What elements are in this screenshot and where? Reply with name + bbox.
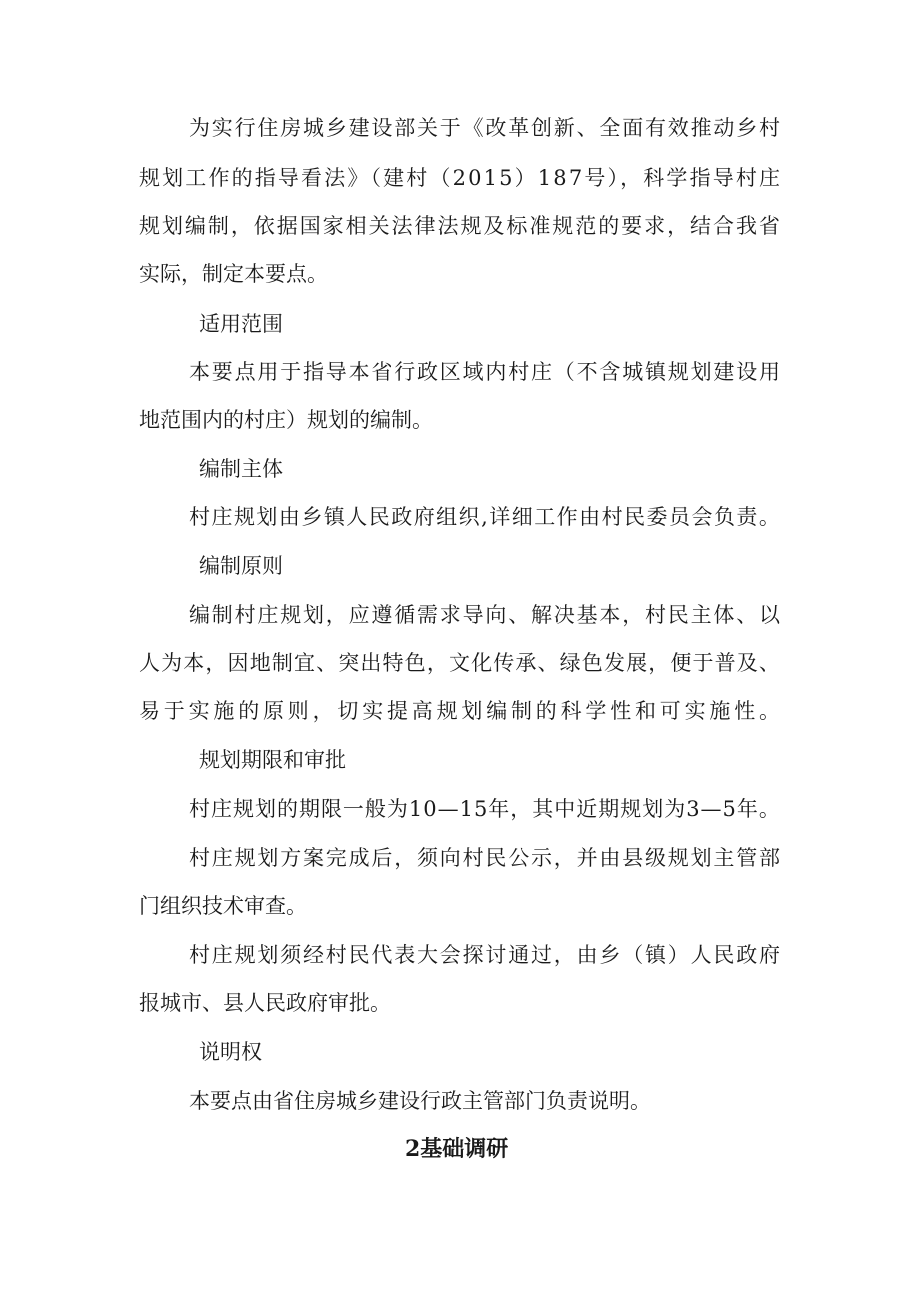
heading-subject: 编制主体 xyxy=(199,457,283,481)
principles-line-3: 易于实施的原则，切实提高规划编制的科学性和可实施性。 xyxy=(139,699,784,723)
principles-line-2: 人为本，因地制宜、突出特色，文化传承、绿色发展，便于普及、 xyxy=(139,651,782,675)
intro-line-3: 规划编制，依据国家相关法律法规及标准规范的要求，结合我省 xyxy=(139,214,782,238)
intro-line-2: 规划工作的指导看法》（建村（2015）187号），科学指导村庄 xyxy=(139,166,783,190)
period-p3-line-1: 村庄规划须经村民代表大会探讨通过，由乡（镇）人民政府 xyxy=(189,943,782,967)
heading-interpretation: 说明权 xyxy=(199,1040,262,1064)
heading-period: 规划期限和审批 xyxy=(199,748,346,772)
principles-line-1: 编制村庄规划，应遵循需求导向、解决基本，村民主体、以 xyxy=(189,603,782,627)
period-p1-line-1: 村庄规划的期限一般为10—15年，其中近期规划为3—5年。 xyxy=(189,797,781,821)
intro-line-4: 实际，制定本要点。 xyxy=(139,262,328,286)
period-p3-line-2: 报城市、县人民政府审批。 xyxy=(139,991,391,1015)
period-p2-line-2: 门组织技术审查。 xyxy=(139,894,307,918)
chapter-title: 2基础调研 xyxy=(405,1136,509,1162)
heading-scope: 适用范围 xyxy=(199,312,283,336)
interpretation-line-1: 本要点由省住房城乡建设行政主管部门负责说明。 xyxy=(189,1089,651,1113)
scope-line-2: 地范围内的村庄）规划的编制。 xyxy=(139,408,433,432)
subject-line-1: 村庄规划由乡镇人民政府组织,详细工作由村民委员会负责。 xyxy=(189,505,782,529)
period-p2-line-1: 村庄规划方案完成后，须向村民公示，并由县级规划主管部 xyxy=(189,846,782,870)
intro-line-1: 为实行住房城乡建设部关于《改革创新、全面有效推动乡村 xyxy=(189,116,782,140)
scope-line-1: 本要点用于指导本省行政区域内村庄（不含城镇规划建设用 xyxy=(189,360,782,384)
heading-principles: 编制原则 xyxy=(199,554,283,578)
